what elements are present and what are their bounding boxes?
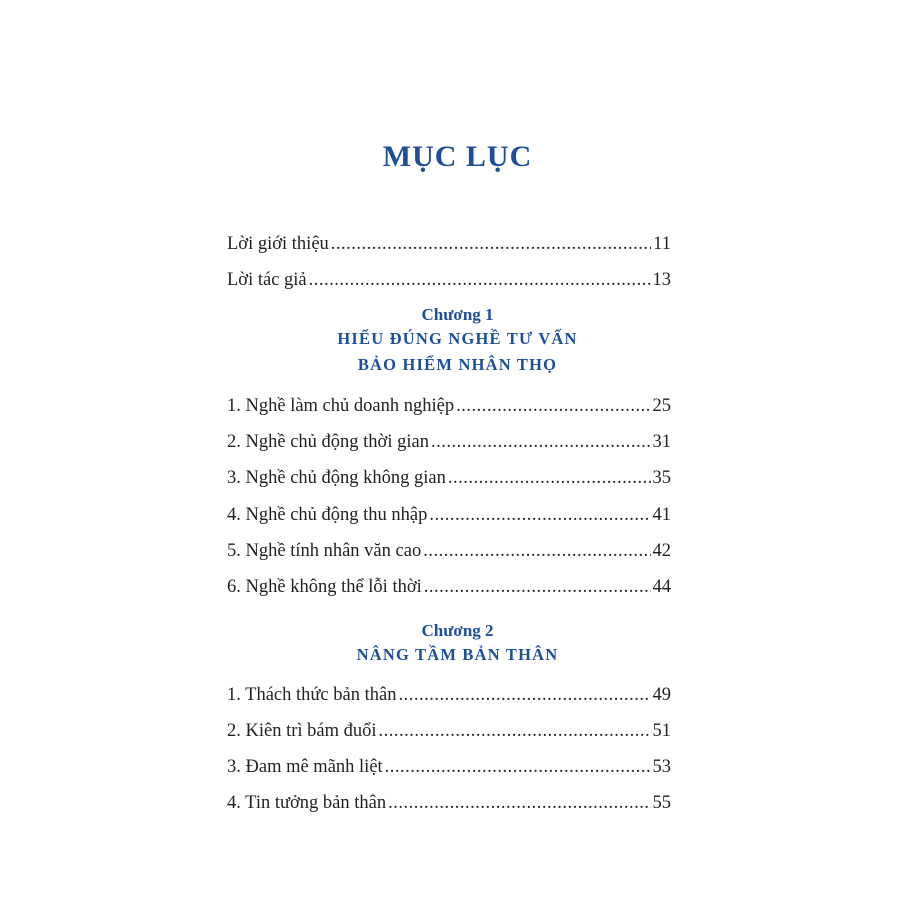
dot-leader (429, 504, 650, 526)
toc-entry-page: 13 (652, 270, 671, 290)
toc-entry[interactable] (227, 684, 671, 708)
toc-entry-label: 2. Kiên trì bám đuổi (227, 721, 377, 741)
toc-entry[interactable] (227, 395, 671, 419)
toc-entry-label: Lời tác giả (227, 270, 307, 290)
dot-leader (398, 684, 650, 706)
dot-leader (385, 756, 651, 778)
toc-entry-page: 55 (652, 793, 671, 813)
toc-entry-label: 4. Nghề chủ động thu nhập (227, 505, 428, 525)
dot-leader (456, 395, 650, 417)
chapter-heading (0, 304, 915, 378)
toc-entry-page: 53 (652, 757, 671, 777)
toc-entry-label: 3. Đam mê mãnh liệt (227, 757, 383, 777)
dot-leader (431, 431, 651, 453)
toc-entry[interactable] (227, 467, 671, 491)
page-title: MỤC LỤC (382, 140, 533, 173)
toc-entry[interactable] (227, 720, 671, 744)
toc-entry-label: Lời giới thiệu (227, 234, 329, 254)
chapter-title-line: NÂNG TẦM BẢN THÂN (356, 645, 559, 664)
toc-entry[interactable] (227, 233, 671, 257)
toc-entry[interactable] (227, 540, 671, 564)
dot-leader (331, 233, 651, 255)
toc-entry[interactable] (227, 504, 671, 528)
chapter-heading (0, 620, 915, 668)
dot-leader (423, 540, 650, 562)
dot-leader (424, 576, 651, 598)
toc-entry-label: 1. Thách thức bản thân (227, 685, 397, 705)
toc-entry-label: 3. Nghề chủ động không gian (227, 468, 446, 488)
toc-entry-page: 31 (652, 432, 671, 452)
chapter-title-line: BẢO HIỂM NHÂN THỌ (357, 355, 558, 374)
toc-entry[interactable] (227, 269, 671, 293)
toc-entry-label: 4. Tin tưởng bản thân (227, 793, 387, 813)
toc-entry-label: 5. Nghề tính nhân văn cao (227, 541, 422, 561)
toc-entry[interactable] (227, 756, 671, 780)
toc-entry-page: 25 (652, 396, 671, 416)
toc-entry-page: 41 (652, 505, 671, 525)
toc-entry-page: 11 (653, 234, 671, 254)
dot-leader (309, 269, 651, 291)
toc-entry[interactable] (227, 431, 671, 455)
chapter-title-line: HIỂU ĐÚNG NGHỀ TƯ VẤN (337, 329, 578, 348)
chapter-number: Chương 1 (421, 305, 494, 324)
toc-entry-label: 6. Nghề không thể lỗi thời (227, 577, 422, 597)
dot-leader (379, 720, 651, 742)
toc-entry[interactable] (227, 576, 671, 600)
toc-entry-page: 42 (652, 541, 671, 561)
toc-entry-page: 44 (652, 577, 671, 597)
toc-entry-page: 51 (652, 721, 671, 741)
chapter-number: Chương 2 (421, 621, 494, 640)
toc-entry-page: 49 (652, 685, 671, 705)
toc-entry-page: 35 (652, 468, 671, 488)
toc-entry-label: 2. Nghề chủ động thời gian (227, 432, 429, 452)
dot-leader (448, 467, 651, 489)
dot-leader (388, 792, 650, 814)
toc-entry-label: 1. Nghề làm chủ doanh nghiệp (227, 396, 455, 416)
toc-entry[interactable] (227, 792, 671, 816)
